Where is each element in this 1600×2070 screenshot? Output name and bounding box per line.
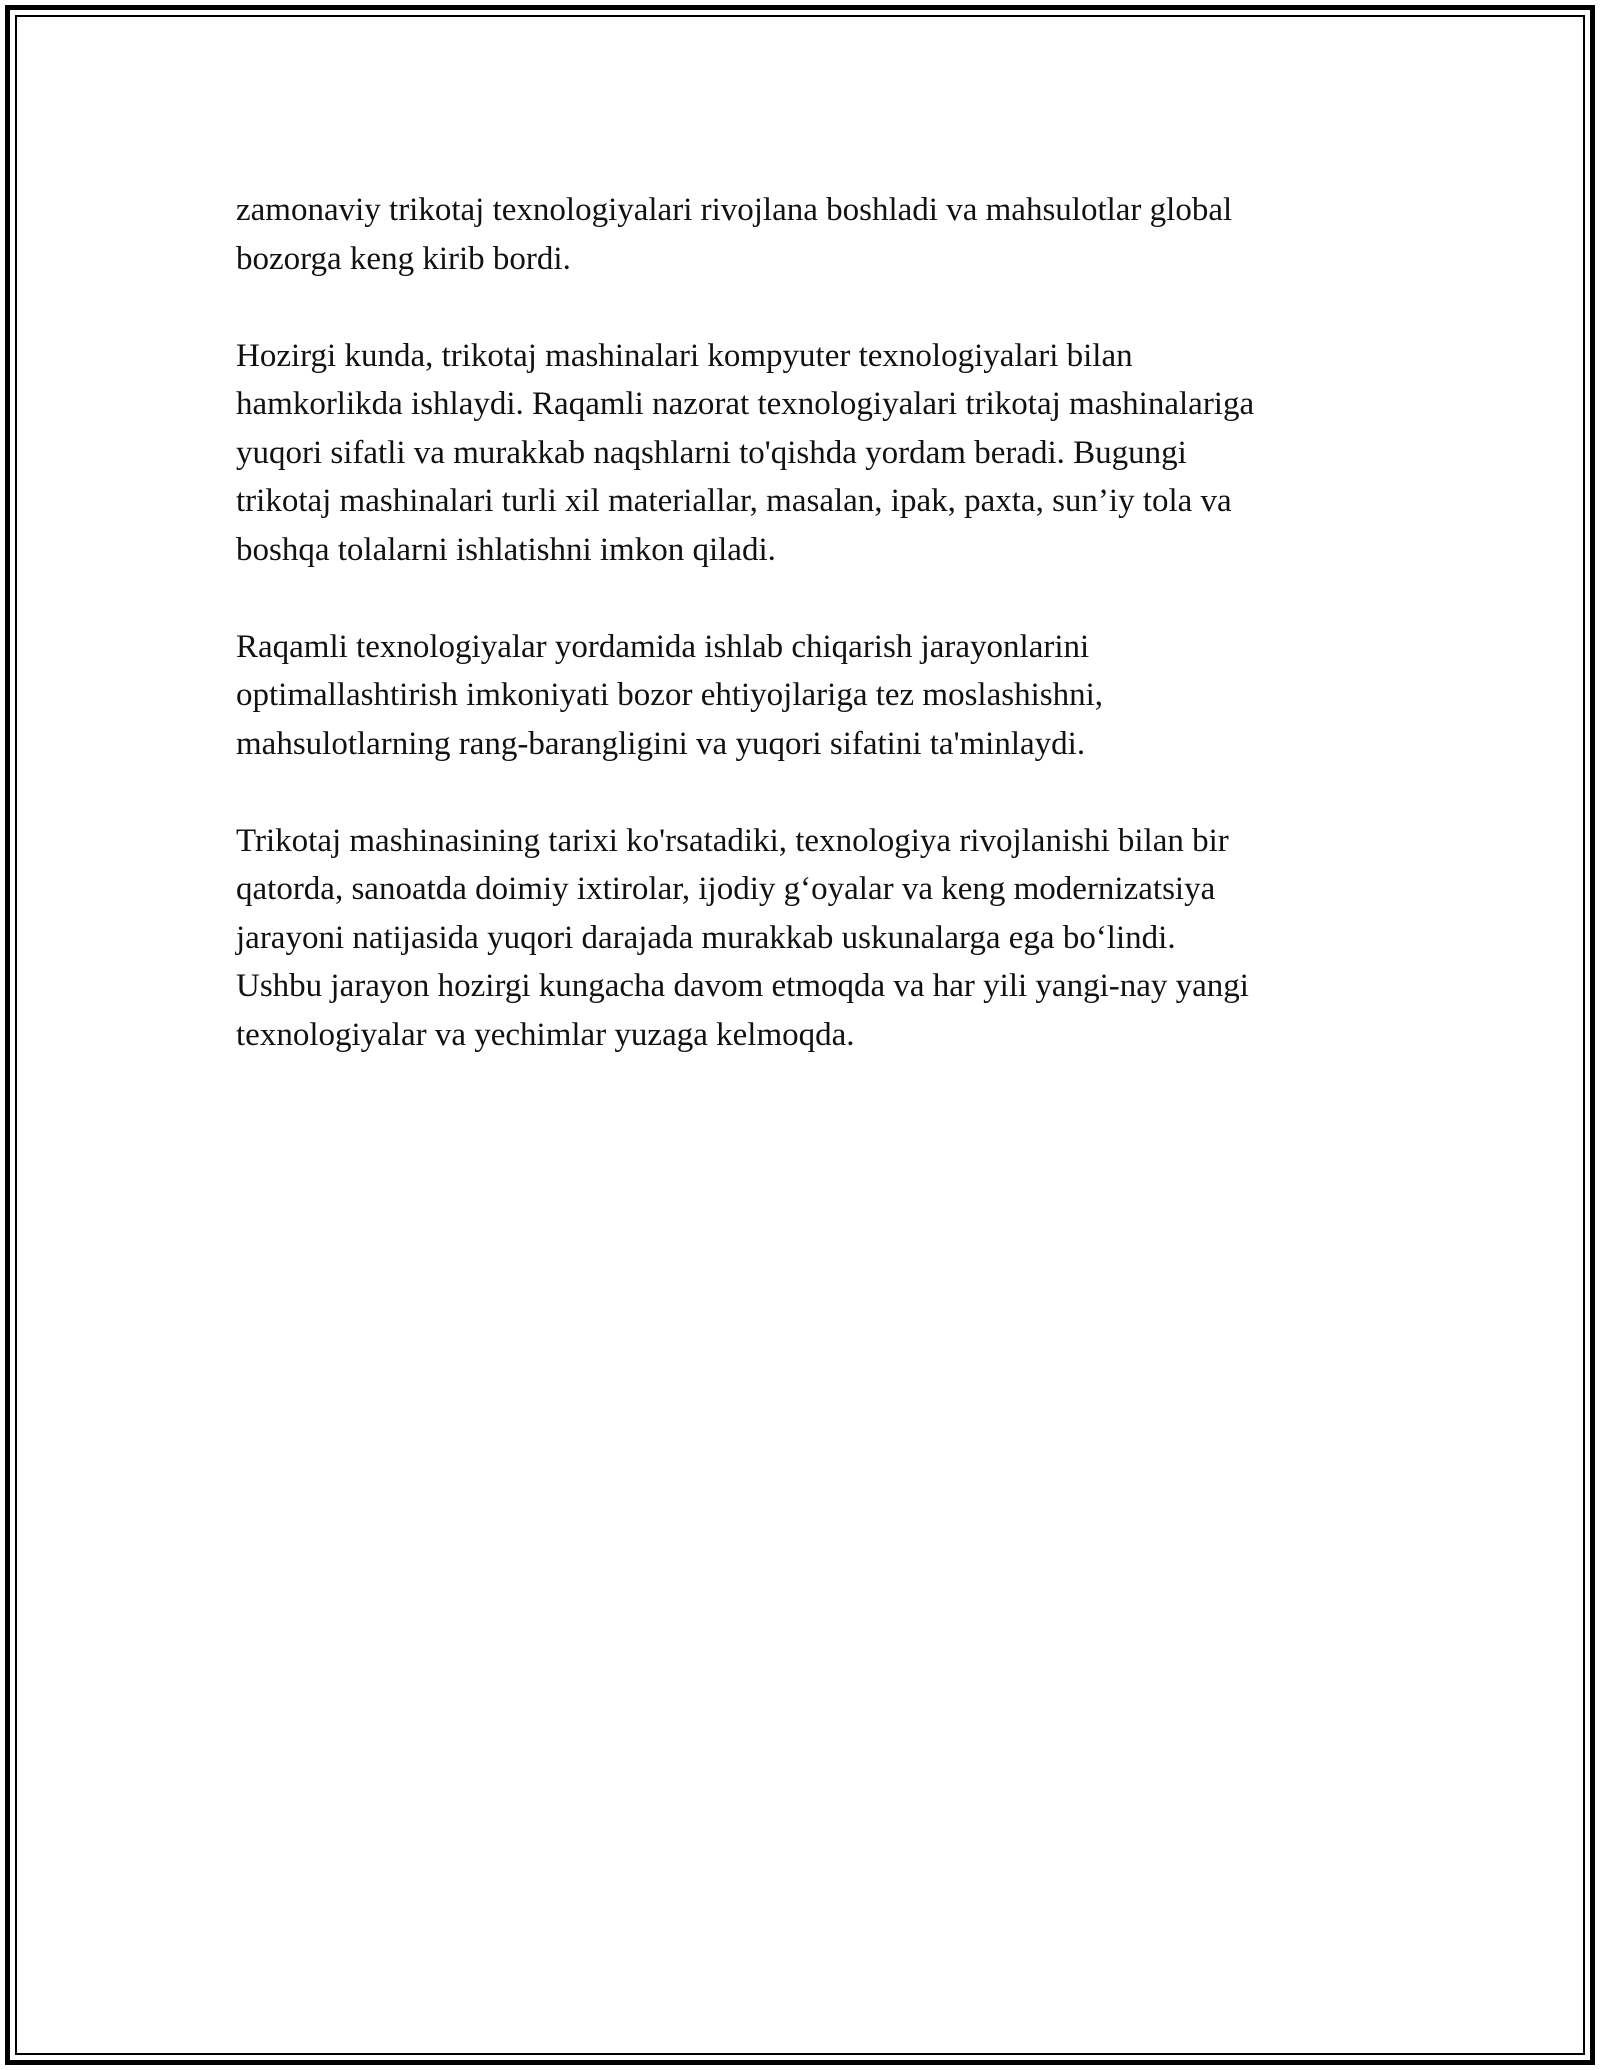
paragraph-1: zamonaviy trikotaj texnologiyalari rivojlana boshladi va mahsulotlar global bozorga keng kirib bordi. [236, 192, 1233, 277]
document-body [236, 186, 1386, 1108]
paragraph-4: Trikotaj mashinasining tarixi ko'rsatadiki, texnologiya rivojlanishi bilan bir qatorda, sanoatda doimiy ixtirolar, ijodiy g‘oyalar va keng modernizatsiya jarayoni natijasida yuqori darajada murakkab uskunalarga ega bo‘lindi. Ushbu jarayon hozirgi kungacha davom etmoqda va har yili yangi-nay yangi texnologiyalar va yechimlar yuzaga kelmoqda. [236, 822, 1249, 1053]
paragraph-3: Raqamli texnologiyalar yordamida ishlab chiqarish jarayonlarini optimallashtirish imkoniyati bozor ehtiyojlariga tez moslashishni, mahsulotlarning rang-barangligini va yuqori sifatini ta'minlaydi. [236, 628, 1104, 762]
paragraph-2: Hozirgi kunda, trikotaj mashinalari kompyuter texnologiyalari bilan hamkorlikda ishlaydi. Raqamli nazorat texnologiyalari trikotaj mashinalariga yuqori sifatli va murakkab naqshlarni to'qishda yordam beradi. Bugungi trikotaj mashinalari turli xil materiallar, masalan, ipak, paxta, sun’iy tola va boshqa tolalarni ishlatishni imkon qiladi. [236, 337, 1255, 568]
